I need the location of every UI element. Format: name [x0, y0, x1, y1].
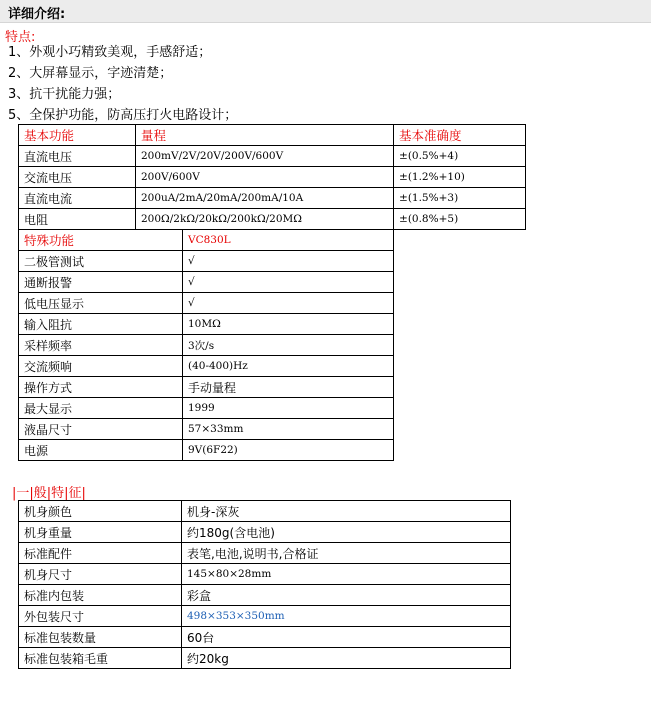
special-function-name: 液晶尺寸: [19, 419, 183, 440]
table-row: [19, 585, 511, 606]
special-function-name: 最大显示: [19, 398, 183, 419]
general-value: 表笔,电池,说明书,合格证: [182, 543, 511, 564]
accuracy-value: ±(0.8%+5): [394, 209, 526, 230]
general-value: 145×80×28mm: [182, 564, 511, 585]
general-label: 外包装尺寸: [19, 606, 182, 627]
general-features-title: |一|般|特|征|: [12, 486, 86, 501]
table-row: [19, 314, 526, 335]
table-row: [19, 398, 526, 419]
table-row: [19, 293, 526, 314]
special-function-value: √: [183, 272, 394, 293]
general-value: 机身-深灰: [182, 501, 511, 522]
general-label: 标准包装箱毛重: [19, 648, 182, 669]
table-row: [19, 251, 526, 272]
table-row: [19, 335, 526, 356]
general-label: 机身尺寸: [19, 564, 182, 585]
special-function-name: 交流频响: [19, 356, 183, 377]
table-row: [19, 146, 526, 167]
range-value: 200Ω/2kΩ/20kΩ/200kΩ/20MΩ: [136, 209, 394, 230]
table-row: [19, 167, 526, 188]
special-function-value: 9V(6F22): [183, 440, 394, 461]
special-function-value: 57×33mm: [183, 419, 394, 440]
general-label: 标准内包装: [19, 585, 182, 606]
table-row: [19, 522, 511, 543]
table-row: [19, 543, 511, 564]
feature-item: 3、抗干扰能力强；: [8, 87, 121, 102]
special-function-name: 电源: [19, 440, 183, 461]
range-value: 200V/600V: [136, 167, 394, 188]
special-function-name: 输入阻抗: [19, 314, 183, 335]
function-name: 直流电流: [19, 188, 136, 209]
accuracy-value: ±(0.5%+4): [394, 146, 526, 167]
detail-header-bar: [0, 0, 651, 23]
special-function-name: 操作方式: [19, 377, 183, 398]
header-range: 量程: [136, 125, 394, 146]
table-row: [19, 440, 526, 461]
special-header-row: [19, 230, 526, 251]
spec-header-row: [19, 125, 526, 146]
special-function-name: 低电压显示: [19, 293, 183, 314]
range-value: 200uA/2mA/20mA/200mA/10A: [136, 188, 394, 209]
general-label: 机身重量: [19, 522, 182, 543]
special-function-value: 手动量程: [183, 377, 394, 398]
special-function-name: 二极管测试: [19, 251, 183, 272]
table-row: [19, 501, 511, 522]
special-function-value: √: [183, 293, 394, 314]
feature-item: 5、全保护功能，防高压打火电路设计；: [8, 108, 238, 123]
special-function-name: 采样频率: [19, 335, 183, 356]
special-function-value: 3次/s: [183, 335, 394, 356]
spec-table: [18, 124, 526, 461]
accuracy-value: ±(1.2%+10): [394, 167, 526, 188]
function-name: 电阻: [19, 209, 136, 230]
header-accuracy: 基本准确度: [394, 125, 526, 146]
table-row: [19, 419, 526, 440]
special-function-value: (40-400)Hz: [183, 356, 394, 377]
table-row: [19, 564, 511, 585]
model-number: VC830L: [183, 230, 394, 251]
features-title: 特点:: [5, 30, 36, 45]
range-value: 200mV/2V/20V/200V/600V: [136, 146, 394, 167]
accuracy-value: ±(1.5%+3): [394, 188, 526, 209]
general-features-table: [18, 500, 511, 669]
table-row: [19, 606, 511, 627]
general-label: 机身颜色: [19, 501, 182, 522]
special-function-value: √: [183, 251, 394, 272]
table-row: [19, 356, 526, 377]
table-row: [19, 272, 526, 293]
table-row: [19, 188, 526, 209]
table-row: [19, 377, 526, 398]
general-value: 约20kg: [182, 648, 511, 669]
special-function-value: 1999: [183, 398, 394, 419]
special-function-value: 10MΩ: [183, 314, 394, 335]
general-value: 498×353×350mm: [182, 606, 511, 627]
table-row: [19, 209, 526, 230]
feature-item: 1、外观小巧精致美观，手感舒适；: [8, 45, 212, 60]
general-value: 60台: [182, 627, 511, 648]
general-label: 标准包装数量: [19, 627, 182, 648]
general-label: 标准配件: [19, 543, 182, 564]
table-row: [19, 648, 511, 669]
detail-title: 详细介绍:: [8, 7, 66, 22]
general-value: 约180g(含电池): [182, 522, 511, 543]
general-value: 彩盒: [182, 585, 511, 606]
function-name: 交流电压: [19, 167, 136, 188]
header-special-function: 特殊功能: [19, 230, 183, 251]
table-row: [19, 627, 511, 648]
special-function-name: 通断报警: [19, 272, 183, 293]
features-list: [8, 42, 237, 126]
feature-item: 2、大屏幕显示，字迹清楚；: [8, 66, 173, 81]
function-name: 直流电压: [19, 146, 136, 167]
header-basic-function: 基本功能: [19, 125, 136, 146]
